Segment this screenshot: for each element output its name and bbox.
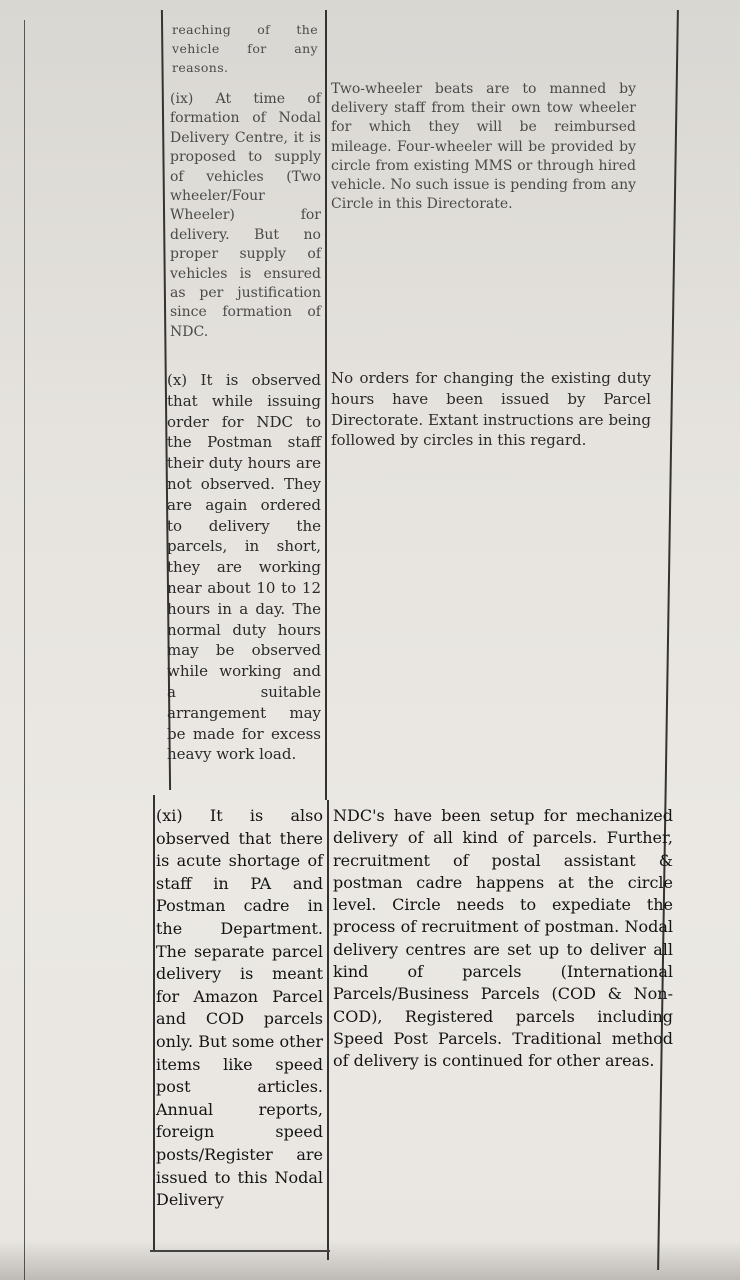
- row-continuation-left: reaching of the vehicle for any reasons.: [172, 22, 318, 75]
- column-divider-upper: [325, 10, 327, 800]
- row-x-right: No orders for changing the existing duty hours have been issued by Parcel Directorate. Extant instructions are being followed by circles in this regard.: [331, 369, 651, 450]
- row-x-left: (x) It is observed that while issuing order for NDC to the Postman staff their duty hours are not observed. They are again ordered to delivery the parcels, in short, they are working near about 10 to 12 hours in a day. The normal duty hours may be observed while working and a suitable arrangement may be made for excess heavy work load.: [167, 371, 321, 764]
- table-border-far-left: [24, 20, 25, 1280]
- row-ix-left: (ix) At time of formation of Nodal Delivery Centre, it is proposed to supply of vehicles (Two wheeler/Four Wheeler) for delivery. But no proper supply of vehicles is ensured as per justification since formation of NDC.: [170, 91, 321, 340]
- row-xi-right: NDC's have been setup for mechanized delivery of all kind of parcels. Further, recruitment of postal assistant & postman cadre happens at the circle level. Circle needs to expediate the process of recruitment of postman. Nodal delivery centres are set up to deliver all kind of parcels (International Parcels/Business Parcels (COD & Non-COD), Registered parcels including Speed Post Parcels. Traditional method of delivery is continued for other areas.: [333, 806, 673, 1071]
- column-divider-lower: [327, 800, 329, 1260]
- row-xi-left: (xi) It is also observed that there is acute shortage of staff in PA and Postman cadre in the Department. The separate parcel delivery is meant for Amazon Parcel and COD parcels only. But some other items like speed post articles. Annual reports, foreign speed posts/Register are issued to this Nodal Delivery: [156, 806, 323, 1210]
- table-border-left-lower: [153, 795, 155, 1250]
- row-ix-right: Two-wheeler beats are to manned by delivery staff from their own tow wheeler for which they will be reimbursed mileage. Four-wheeler will be provided by circle from existing MMS or through hired vehicle. No such issue is pending from any Circle in this Directorate.: [331, 81, 636, 213]
- page-shadow: [0, 1240, 740, 1280]
- table-border-right: [657, 10, 678, 1270]
